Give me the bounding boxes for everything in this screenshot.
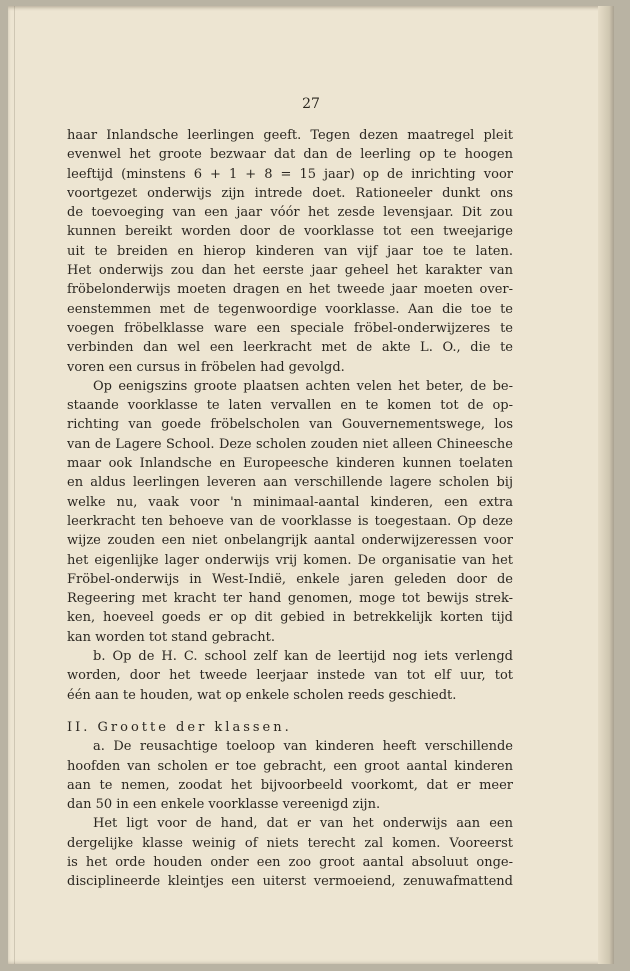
text-line: kan worden tot stand gebracht.: [67, 629, 276, 645]
text-line: voren een cursus in fröbelen had gevolgd.: [67, 359, 345, 375]
text-line: Fröbel-onderwijs in West-Indië, enkele jaren geleden door de: [67, 571, 513, 587]
section-heading: II. Grootte der klassen.: [67, 719, 292, 735]
body-text: [67, 126, 513, 892]
text-line: leerkracht ten behoeve van de voorklasse is toegestaan. Op deze: [67, 513, 513, 529]
text-line: van de Lagere School. Deze scholen zouden niet alleen Chineesche: [67, 436, 513, 452]
text-line: leeftijd (minstens 6 + 1 + 8 = 15 jaar) op de inrichting voor: [67, 166, 513, 182]
page-edge: [598, 6, 614, 964]
page-number: 27: [302, 96, 320, 112]
text-line: haar Inlandsche leerlingen geeft. Tegen dezen maatregel pleit: [67, 128, 513, 143]
text-line: a. De reusachtige toeloop van kinderen heeft verschillende: [93, 739, 513, 755]
text-line: maar ook Inlandsche en Europeesche kinderen kunnen toelaten: [67, 456, 513, 472]
text-line: dergelijke klasse weinig of niets terecht zal komen. Vooreerst: [67, 835, 513, 851]
text-line: dan 50 in een enkele voorklasse vereenigd zijn.: [67, 797, 381, 813]
text-line: Het ligt voor de hand, dat er van het onderwijs aan een: [93, 816, 513, 832]
text-line: eenstemmen met de tegenwoordige voorklasse. Aan die toe te: [67, 301, 513, 317]
text-line: is het orde houden onder een zoo groot aantal absoluut onge-: [67, 854, 513, 870]
text-line: verbinden dan wel een leerkracht met de akte L. O., die te: [67, 340, 513, 356]
text-line: kunnen bereikt worden door de voorklasse tot een tweejarige: [67, 224, 513, 240]
text-line: de toevoeging van een jaar vóór het zesde levensjaar. Dit zou: [67, 205, 513, 221]
text-line: evenwel het groote bezwaar dat dan de leerling op te hoogen: [67, 147, 513, 163]
text-line: en aldus leerlingen leveren aan verschillende lagere scholen bij: [67, 475, 513, 491]
text-line: worden, door het tweede leerjaar instede van tot elf uur, tot: [67, 668, 513, 684]
text-line: welke nu, vaak voor 'n minimaal-aantal kinderen, een extra: [67, 494, 513, 510]
text-line: voortgezet onderwijs zijn intrede doet. Rationeeler dunkt ons: [67, 185, 513, 201]
text-line: hoofden van scholen er toe gebracht, een groot aantal kinderen: [67, 758, 513, 774]
text-line: richting van goede fröbelscholen van Gouvernementswege, los: [67, 417, 513, 433]
text-line: Op eenigszins groote plaatsen achten velen het beter, de be-: [93, 378, 513, 394]
text-line: fröbelonderwijs moeten dragen en het tweede jaar moeten over-: [67, 282, 513, 298]
text-line: Het onderwijs zou dan het eerste jaar geheel het karakter van: [67, 263, 513, 279]
text-line: Regeering met kracht ter hand genomen, moge tot bewijs strek-: [67, 591, 513, 607]
text-line: één aan te houden, wat op enkele scholen reeds geschiedt.: [67, 687, 457, 703]
text-line: het eigenlijke lager onderwijs vrij komen. De organisatie van het: [67, 552, 513, 568]
text-line: uit te breiden en hierop kinderen van vijf jaar toe te laten.: [67, 243, 513, 259]
text-line: disciplineerde kleintjes een uiterst vermoeiend, zenuwafmattend: [67, 874, 513, 890]
book-page: [8, 6, 614, 964]
text-line: voegen fröbelklasse ware een speciale fröbel-onderwijzeres te: [67, 320, 513, 336]
text-line: b. Op de H. C. school zelf kan de leertijd nog iets verlengd: [93, 649, 513, 665]
text-line: wijze zouden een niet onbelangrijk aantal onderwijzeressen voor: [67, 533, 513, 549]
text-line: staande voorklasse te laten vervallen en te komen tot de op-: [67, 398, 513, 414]
text-line: aan te nemen, zoodat het bijvoorbeeld voorkomt, dat er meer: [67, 777, 513, 793]
page-gutter: [14, 6, 15, 964]
text-line: ken, hoeveel goeds er op dit gebied in betrekkelijk korten tijd: [67, 610, 513, 626]
